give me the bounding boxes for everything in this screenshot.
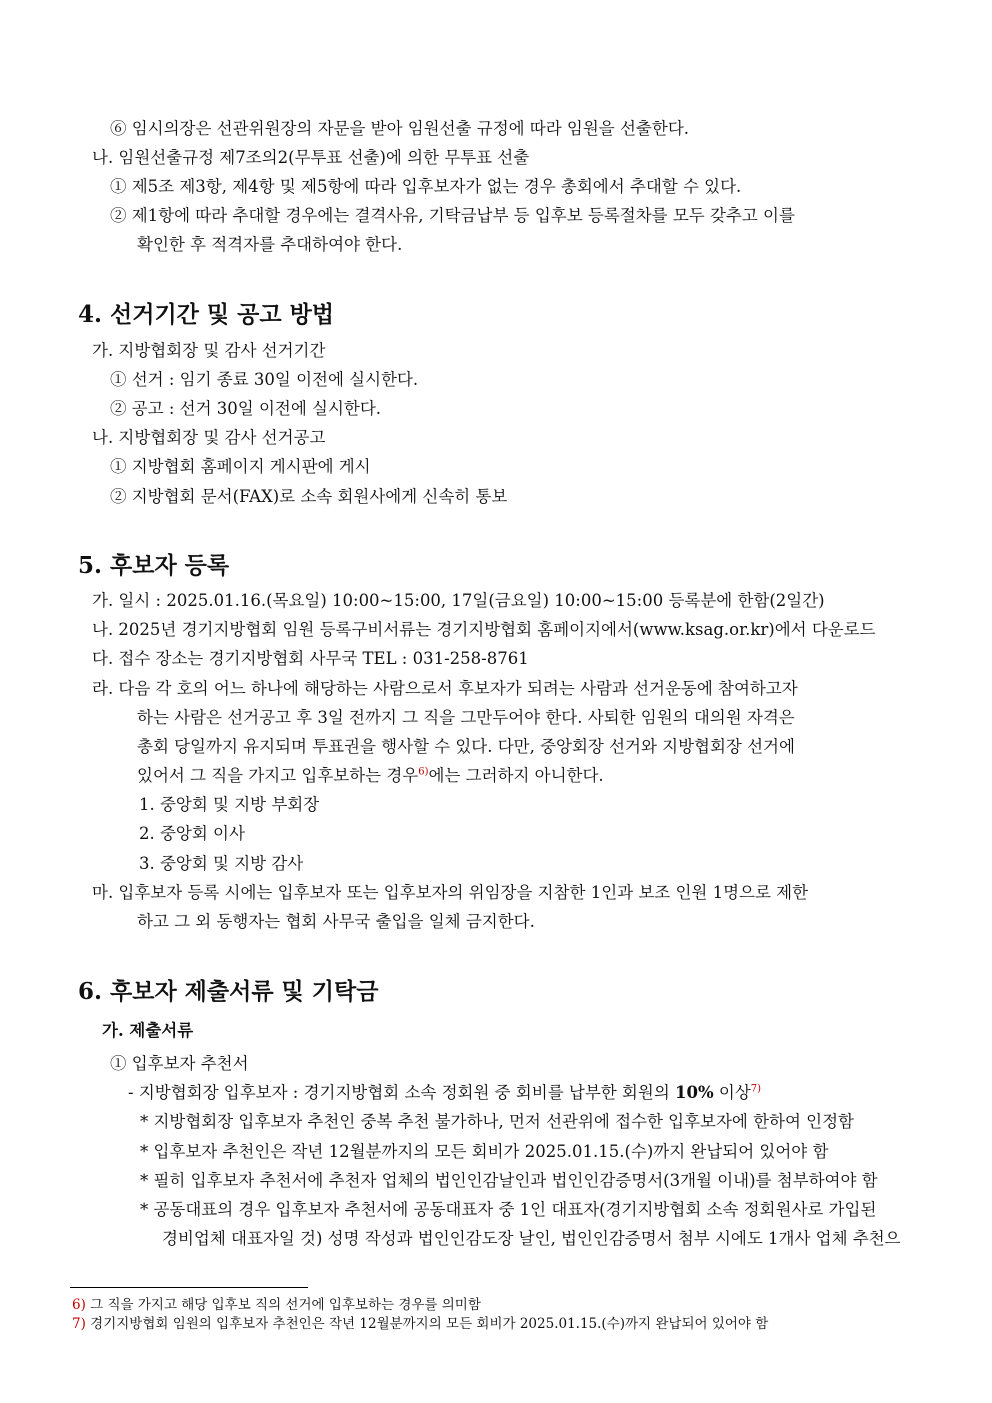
item-6-line: ⑥ 임시의장은 선관위원장의 자문을 받아 임원선출 규정에 따라 임원을 선출한다. (110, 119, 689, 138)
section-6-star-2: * 입후보자 추천인은 작년 12월분까지의 모든 회비가 2025.01.15.(수)까지 완납되어 있어야 함 (140, 1142, 829, 1161)
section-5-a: 가. 일시 : 2025.01.16.(목요일) 10:00~15:00, 17일(금요일) 10:00~15:00 등록분에 한함(2일간) (92, 591, 825, 610)
list-item-1: 1. 중앙회 및 지방 부회장 (139, 795, 320, 814)
footnote-7-text: 경기지방협회 임원의 입후보자 추천인은 작년 12월분까지의 모든 회비가 2025.01.15.(수)까지 완납되어 있어야 함 (85, 1316, 769, 1332)
footnote-6 (72, 1296, 481, 1314)
section-5-d-line1: 라. 다음 각 호의 어느 하나에 해당하는 사람으로서 후보자가 되려는 사람과 선거운동에 참여하고자 (92, 679, 798, 698)
section-5-d-line4-b: 에는 그러하지 아니한다. (428, 766, 604, 785)
footnote-6-text: 그 직을 가지고 해당 입후보 직의 선거에 입후보하는 경우를 의미함 (85, 1297, 481, 1313)
section-4-a2: ② 공고 : 선거 30일 이전에 실시한다. (110, 399, 382, 418)
section-4-heading: 4. 선거기간 및 공고 방법 (78, 301, 335, 328)
section-5-e-line1: 마. 입후보자 등록 시에는 입후보자 또는 입후보자의 위임장을 지참한 1인과 보조 인원 1명으로 제한 (92, 883, 809, 902)
section-5-d-line4-a: 있어서 그 직을 가지고 입후보하는 경우 (137, 766, 419, 785)
item-2-text: ② 제1항에 따라 추대할 경우에는 결격사유, 기탁금납부 등 입후보 등록절차를 모두 갖추고 이를 (110, 206, 795, 225)
section-4-a: 가. 지방협회장 및 감사 선거기간 (92, 341, 326, 360)
footnote-ref-6: 6) (418, 766, 429, 778)
item-2-continuation: 확인한 후 적격자를 추대하여야 한다. (137, 235, 403, 254)
section-6-dash-text-a: - 지방협회장 입후보자 : 경기지방협회 소속 정회원 중 회비를 납부한 회원의 (128, 1083, 675, 1102)
section-6-dash-percent: 10% (675, 1083, 714, 1102)
section-5-heading: 5. 후보자 등록 (78, 552, 230, 579)
section-5-d-line2: 하는 사람은 선거공고 후 3일 전까지 그 직을 그만두어야 한다. 사퇴한 임원의 대의원 자격은 (137, 708, 795, 727)
footnote-6-number: 6) (72, 1297, 86, 1313)
footnote-7 (72, 1315, 768, 1333)
section-6-star-4: * 공동대표의 경우 입후보자 추천서에 공동대표자 중 1인 대표자(경기지방협회 소속 정회원사로 가입된 (140, 1200, 877, 1219)
section-5-e-line2: 하고 그 외 동행자는 협회 사무국 출입을 일체 금지한다. (137, 912, 535, 931)
footnote-7-number: 7) (72, 1316, 86, 1332)
footnote-divider (70, 1287, 308, 1288)
subsection-na-title: 나. 임원선출규정 제7조의2(무투표 선출)에 의한 무투표 선출 (92, 148, 530, 167)
section-4-a1: ① 선거 : 임기 종료 30일 이전에 실시한다. (110, 370, 419, 389)
item-2-line (110, 205, 920, 227)
section-4-b: 나. 지방협회장 및 감사 선거공고 (92, 428, 326, 447)
section-5-c: 다. 접수 장소는 경기지방협회 사무국 TEL : 031-258-8761 (92, 649, 529, 668)
item-1-line: ① 제5조 제3항, 제4항 및 제5항에 따라 입후보자가 없는 경우 총회에서 추대할 수 있다. (110, 177, 742, 196)
section-5-b: 나. 2025년 경기지방협회 임원 등록구비서류는 경기지방협회 홈페이지에서(www.ksag.or.kr)에서 다운로드 (92, 620, 876, 639)
section-6-star-4-continuation: 경비업체 대표자일 것) 성명 작성과 법인인감도장 날인, 법인인감증명서 첨부 시에도 1개사 업체 추천으 (162, 1229, 901, 1248)
section-6-heading: 6. 후보자 제출서류 및 기탁금 (78, 978, 379, 1005)
section-5-d-line4 (137, 765, 604, 787)
list-item-2: 2. 중앙회 이사 (139, 824, 245, 843)
section-6-star-1: * 지방협회장 입후보자 추천인 중복 추천 불가하나, 먼저 선관위에 접수한 입후보자에 한하여 인정함 (140, 1112, 854, 1131)
footnote-ref-7: 7) (750, 1083, 762, 1095)
section-4-b2: ② 지방협회 문서(FAX)로 소속 회원사에게 신속히 통보 (110, 487, 508, 506)
section-6-a1: ① 입후보자 추천서 (110, 1054, 249, 1073)
section-6-dash-text-b: 이상 (713, 1083, 751, 1102)
section-6-star-3: * 필히 입후보자 추천서에 추천자 업체의 법인인감날인과 법인인감증명서(3개월 이내)를 첨부하여야 함 (140, 1171, 878, 1190)
section-4-b1: ① 지방협회 홈페이지 게시판에 게시 (110, 457, 371, 476)
section-5-d-line3: 총회 당일까지 유지되며 투표권을 행사할 수 있다. 다만, 중앙회장 선거와 지방협회장 선거에 (137, 737, 795, 756)
list-item-3: 3. 중앙회 및 지방 감사 (139, 854, 304, 873)
section-6-a: 가. 제출서류 (102, 1021, 194, 1040)
section-6-dash-line (128, 1082, 761, 1104)
